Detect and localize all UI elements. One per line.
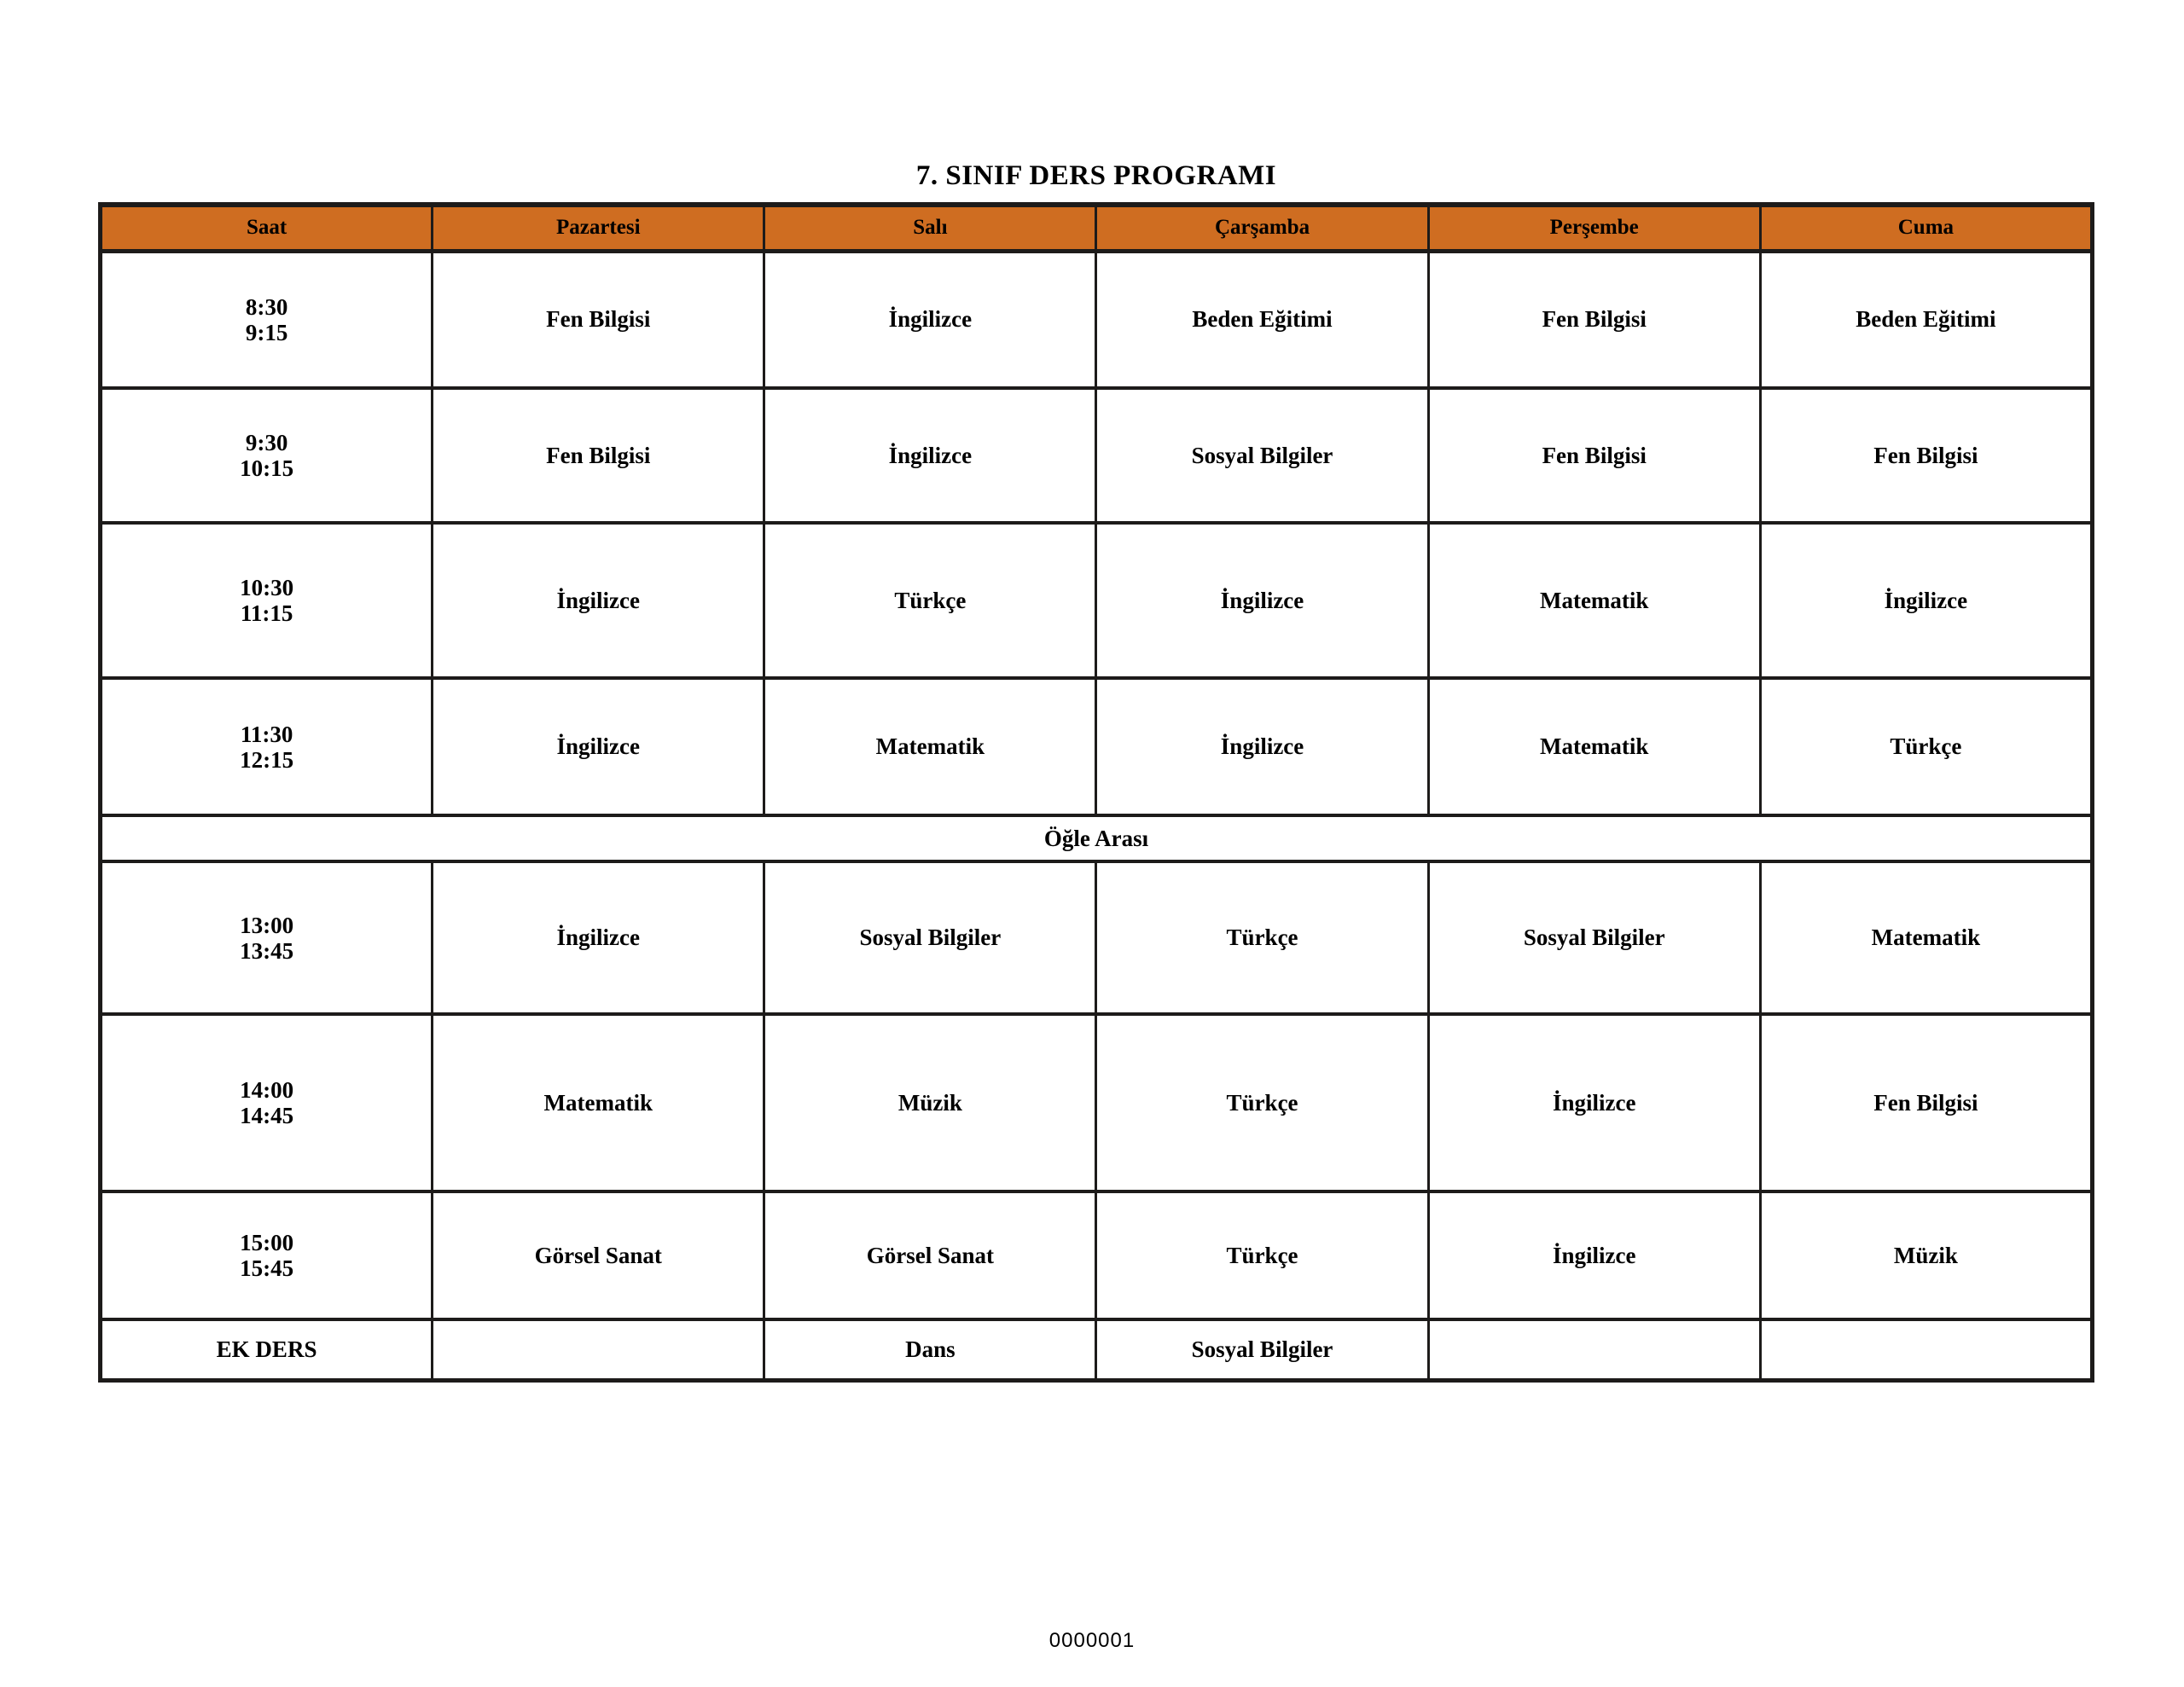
- subject-cell: Beden Eğitimi: [1096, 251, 1428, 388]
- time-label: 13:45: [240, 937, 294, 964]
- subject-cell: Fen Bilgisi: [1760, 1014, 2092, 1191]
- time-label: 15:00: [240, 1230, 294, 1255]
- time-label: 9:30: [245, 430, 288, 455]
- time-label: 13:00: [240, 912, 294, 938]
- time-label: 14:00: [240, 1077, 294, 1103]
- time-cell: [101, 1319, 433, 1380]
- subject-cell: Sosyal Bilgiler: [1096, 1319, 1428, 1380]
- page-title: 7. SINIF DERS PROGRAMI: [915, 160, 1277, 191]
- column-header-time: Saat: [101, 205, 433, 251]
- time-label: 11:30: [240, 721, 293, 747]
- time-label: 14:45: [240, 1103, 294, 1128]
- subject-cell: Matematik: [433, 1014, 764, 1191]
- schedule-row: [101, 1191, 2093, 1319]
- empty-cell: [1760, 1319, 2092, 1380]
- subject-cell: Sosyal Bilgiler: [1096, 388, 1428, 523]
- schedule-row: [101, 388, 2093, 523]
- column-header-day: Cuma: [1760, 205, 2092, 251]
- time-label: 11:15: [240, 600, 293, 626]
- subject-cell: Türkçe: [1096, 1014, 1428, 1191]
- subject-cell: Görsel Sanat: [764, 1191, 1096, 1319]
- subject-cell: Matematik: [764, 678, 1096, 815]
- schedule-row: [101, 1319, 2093, 1380]
- time-cell: [101, 678, 433, 815]
- subject-cell: Matematik: [1428, 678, 1760, 815]
- subject-cell: İngilizce: [433, 523, 764, 678]
- time-cell: [101, 523, 433, 678]
- schedule-table-body: [101, 251, 2093, 1380]
- schedule-row: [101, 678, 2093, 815]
- time-label: 15:45: [240, 1255, 294, 1281]
- subject-cell: İngilizce: [1096, 523, 1428, 678]
- subject-cell: Sosyal Bilgiler: [1428, 861, 1760, 1014]
- subject-cell: Fen Bilgisi: [433, 388, 764, 523]
- subject-cell: Beden Eğitimi: [1760, 251, 2092, 388]
- subject-cell: Müzik: [764, 1014, 1096, 1191]
- schedule-row: [101, 1014, 2093, 1191]
- schedule-row: [101, 523, 2093, 678]
- column-header-day: Salı: [764, 205, 1096, 251]
- time-cell: [101, 251, 433, 388]
- time-label: EK DERS: [216, 1336, 317, 1363]
- subject-cell: Matematik: [1760, 861, 2092, 1014]
- time-label: 10:30: [240, 575, 294, 600]
- subject-cell: Türkçe: [1096, 1191, 1428, 1319]
- time-cell: [101, 861, 433, 1014]
- lunch-break-row: [101, 815, 2093, 861]
- subject-cell: Fen Bilgisi: [1428, 388, 1760, 523]
- time-label: 9:15: [245, 319, 288, 345]
- subject-cell: Müzik: [1760, 1191, 2092, 1319]
- schedule-row: [101, 251, 2093, 388]
- lunch-break-label: Öğle Arası: [101, 815, 2093, 861]
- column-header-day: Çarşamba: [1096, 205, 1428, 251]
- subject-cell: İngilizce: [1428, 1191, 1760, 1319]
- subject-cell: Türkçe: [1760, 678, 2092, 815]
- subject-cell: Görsel Sanat: [433, 1191, 764, 1319]
- schedule-table-header: [101, 205, 2093, 251]
- subject-cell: Sosyal Bilgiler: [764, 861, 1096, 1014]
- time-label: 8:30: [245, 293, 288, 320]
- subject-cell: İngilizce: [764, 251, 1096, 388]
- empty-cell: [433, 1319, 764, 1380]
- subject-cell: İngilizce: [1096, 678, 1428, 815]
- empty-cell: [1428, 1319, 1760, 1380]
- subject-cell: Fen Bilgisi: [1760, 388, 2092, 523]
- subject-cell: İngilizce: [1760, 523, 2092, 678]
- column-header-day: Perşembe: [1428, 205, 1760, 251]
- subject-cell: Türkçe: [1096, 861, 1428, 1014]
- time-cell: [101, 1014, 433, 1191]
- subject-cell: İngilizce: [433, 678, 764, 815]
- subject-cell: İngilizce: [433, 861, 764, 1014]
- subject-cell: Dans: [764, 1319, 1096, 1380]
- time-cell: [101, 388, 433, 523]
- column-header-day: Pazartesi: [433, 205, 764, 251]
- time-cell: [101, 1191, 433, 1319]
- subject-cell: Fen Bilgisi: [433, 251, 764, 388]
- subject-cell: İngilizce: [1428, 1014, 1760, 1191]
- header-row: [101, 205, 2093, 251]
- subject-cell: İngilizce: [764, 388, 1096, 523]
- time-label: 10:15: [240, 455, 294, 481]
- time-label: 12:15: [240, 746, 294, 773]
- subject-cell: Türkçe: [764, 523, 1096, 678]
- schedule-row: [101, 861, 2093, 1014]
- subject-cell: Matematik: [1428, 523, 1760, 678]
- subject-cell: Fen Bilgisi: [1428, 251, 1760, 388]
- page-number: 0000001: [1048, 1629, 1136, 1652]
- schedule-table: [98, 202, 2094, 1383]
